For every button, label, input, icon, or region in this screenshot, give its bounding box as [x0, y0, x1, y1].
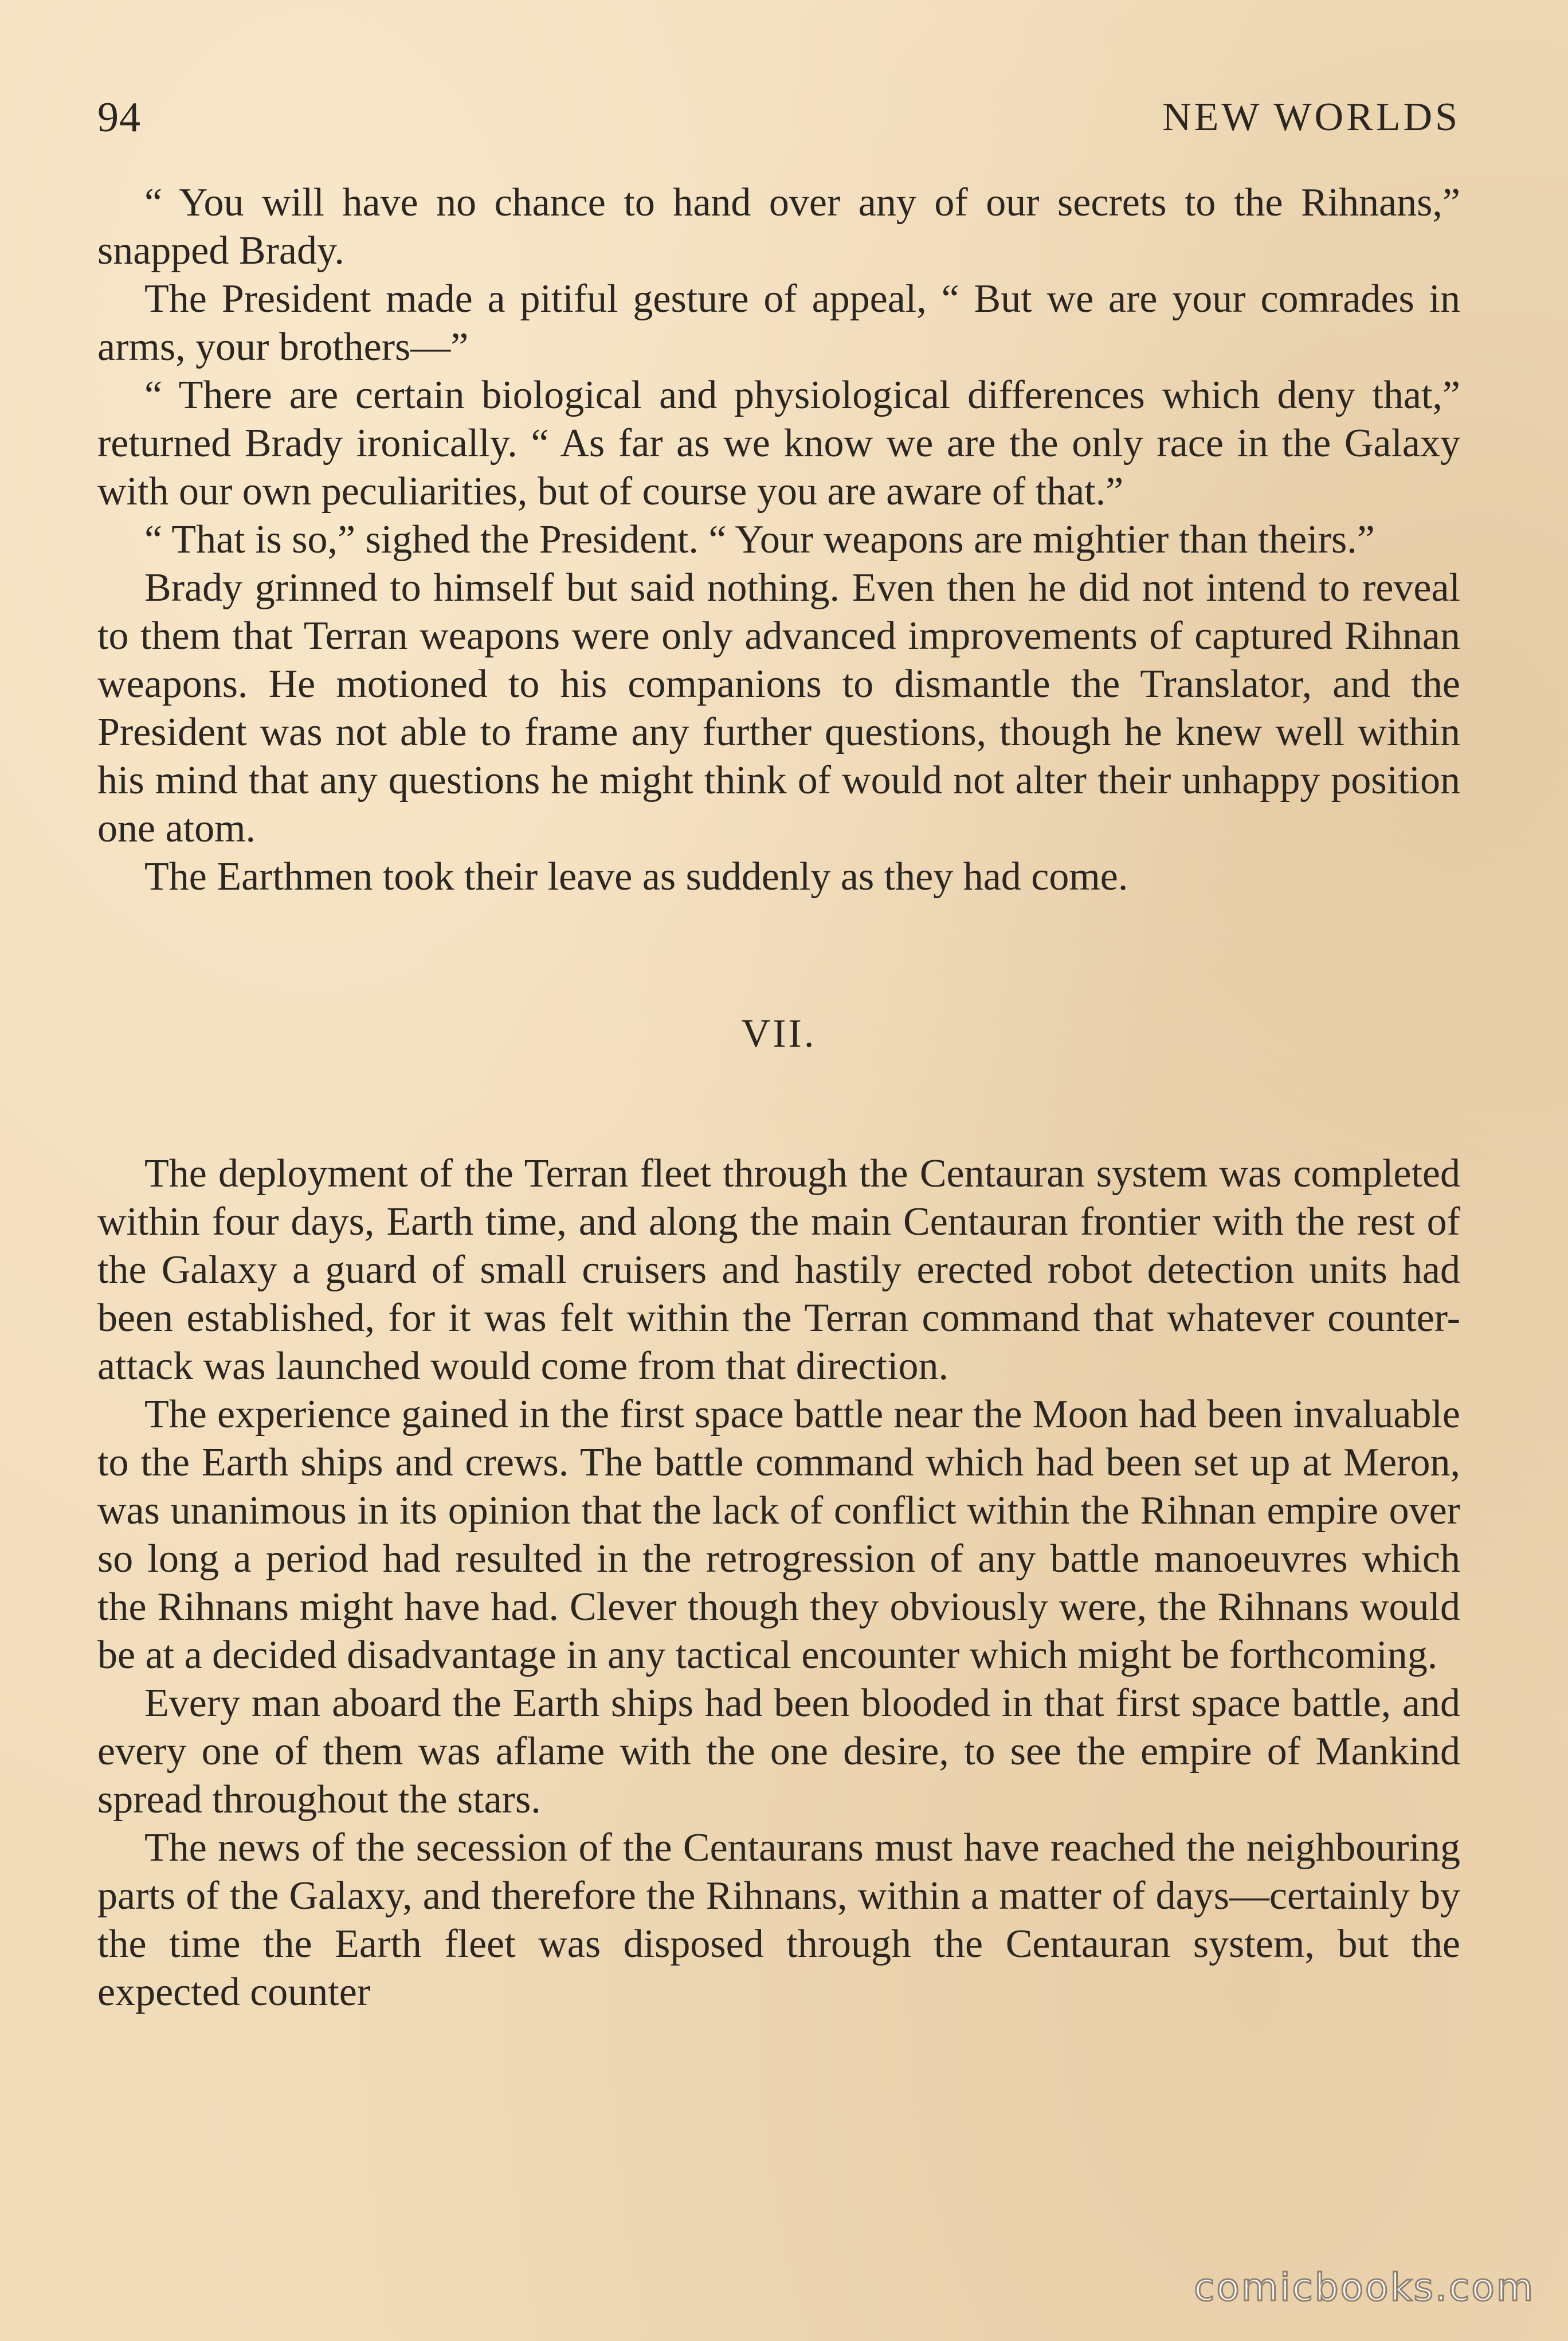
body-text [97, 179, 1460, 2017]
paragraph: “ There are certain biological and physiological differences which deny that,” returned Brady ironically. “ As far as we know we are the only race in the Galaxy with our own peculiarities, but of course you are aware of that.” [97, 373, 1460, 514]
paragraph: “ That is so,” sighed the President. “ Your weapons are mightier than theirs.” [144, 518, 1375, 562]
running-title: NEW WORLDS [1162, 95, 1460, 139]
paragraph: The deployment of the Terran fleet through the Centauran system was completed within four days, Earth time, and along the main Centauran frontier with the rest of the Galaxy a guard of small cruisers and hastily erected robot detection units had been established, for it was felt within the Terran command that whatever counter-attack was launched would come from that direction. [97, 1152, 1460, 1388]
paragraph: Every man aboard the Earth ships had been blooded in that first space battle, and every one of them was aflame with the one desire, to see the empire of Mankind spread throughout the stars. [97, 1681, 1460, 1822]
page-header [97, 86, 1460, 149]
paragraph: The news of the secession of the Centaurans must have reached the neighbouring parts of the Galaxy, and therefore the Rihnans, within a matter of days—certainly by the time the Earth fleet was disposed through the Centauran system, but the expected counter [97, 1826, 1460, 2014]
paragraph: The President made a pitiful gesture of appeal, “ But we are your comrades in arms, your brothers—” [97, 277, 1460, 369]
paragraph: The Earthmen took their leave as suddenly as they had come. [144, 855, 1128, 899]
page-number: 94 [97, 94, 141, 141]
paragraph: Brady grinned to himself but said nothing. Even then he did not intend to reveal to them that Terran weapons were only advanced improvements of captured Rihnan weapons. He motioned to his companions to dismantle the Translator, and the President was not able to frame any further questions, though he knew well within his mind that any questions he might think of would not alter their unhappy position one atom. [97, 566, 1460, 851]
paragraph: The experience gained in the first space battle near the Moon had been invaluable to the Earth ships and crews. The battle command which had been set up at Meron, was unanimous in its opinion that the lack of conflict within the Rihnan empire over so long a period had resulted in the retrogression of any battle manoeuvres which the Rihnans might have had. Clever though they obviously were, the Rihnans would be at a decided disadvantage in any tactical encounter which might be forthcoming. [97, 1392, 1460, 1677]
section-heading: VII. [741, 1012, 817, 1056]
watermark: comicbooks.com [1194, 2265, 1535, 2309]
paragraph: “ You will have no chance to hand over any of our secrets to the Rihnans,” snapped Brady. [97, 181, 1460, 273]
